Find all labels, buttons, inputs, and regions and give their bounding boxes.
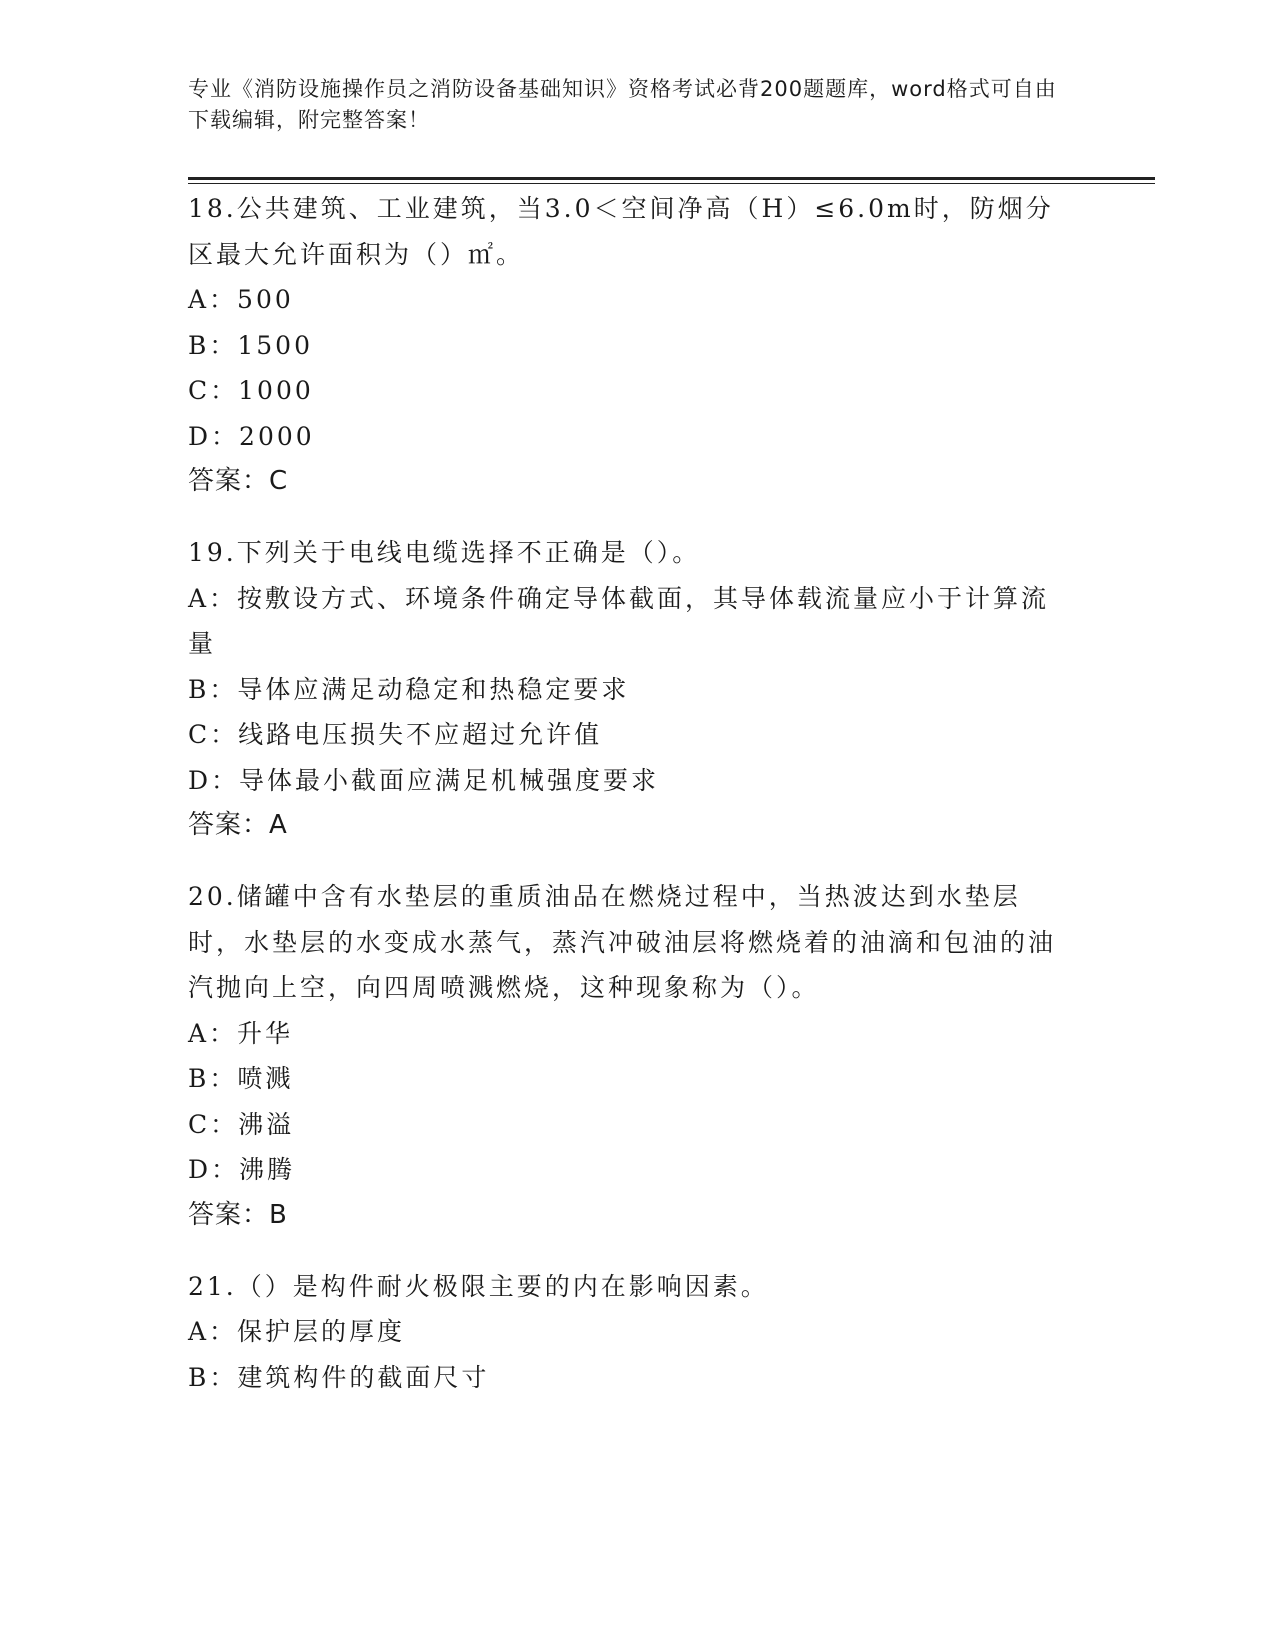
option-c: C：沸溢 [188,1109,295,1139]
answer-line: 答案：C [188,466,289,496]
question-stem: 18.公共建筑、工业建筑，当3.0＜空间净高（H）≤6.0m时，防烟分区最大允许面积为（）㎡。 [188,194,1054,269]
option-b: B：喷溅 [188,1064,294,1093]
question-18 [188,186,1088,504]
option-b: B：导体应满足动稳定和热稳定要求 [188,674,630,704]
option-c: C：1000 [188,376,314,405]
question-19 [188,530,1088,848]
header-divider-thick [188,177,1155,180]
header-divider-thin [188,183,1155,184]
option-b: B：建筑构件的截面尺寸 [188,1362,490,1392]
document-header: 专业《消防设施操作员之消防设备基础知识》资格考试必背200题题库，word格式可自由下载编辑，附完整答案！ [188,77,1057,132]
question-21 [188,1264,1088,1401]
question-stem: 19.下列关于电线电缆选择不正确是（）。 [188,538,701,567]
answer-line: 答案：B [188,1199,288,1230]
option-d: D：导体最小截面应满足机械强度要求 [188,765,660,795]
option-d: D：2000 [188,421,315,451]
option-a: A：按敷设方式、环境条件确定导体截面，其导体载流量应小于计算流量 [188,583,1050,658]
option-a: A：保护层的厚度 [188,1317,406,1346]
option-c: C：线路电压损失不应超过允许值 [188,720,603,749]
question-list [188,186,1088,1426]
option-a: A：升华 [188,1018,294,1048]
option-a: A：500 [188,285,294,314]
question-20 [188,874,1088,1238]
answer-line: 答案：A [188,810,288,840]
question-stem: 20.储罐中含有水垫层的重质油品在燃烧过程中，当热波达到水垫层时，水垫层的水变成水蒸气，蒸汽冲破油层将燃烧着的油滴和包油的油汽抛向上空，向四周喷溅燃烧，这种现象称为（）。 [188,882,1057,1002]
question-stem: 21.（）是构件耐火极限主要的内在影响因素。 [188,1271,769,1301]
option-d: D：沸腾 [188,1155,296,1184]
option-b: B：1500 [188,330,313,360]
